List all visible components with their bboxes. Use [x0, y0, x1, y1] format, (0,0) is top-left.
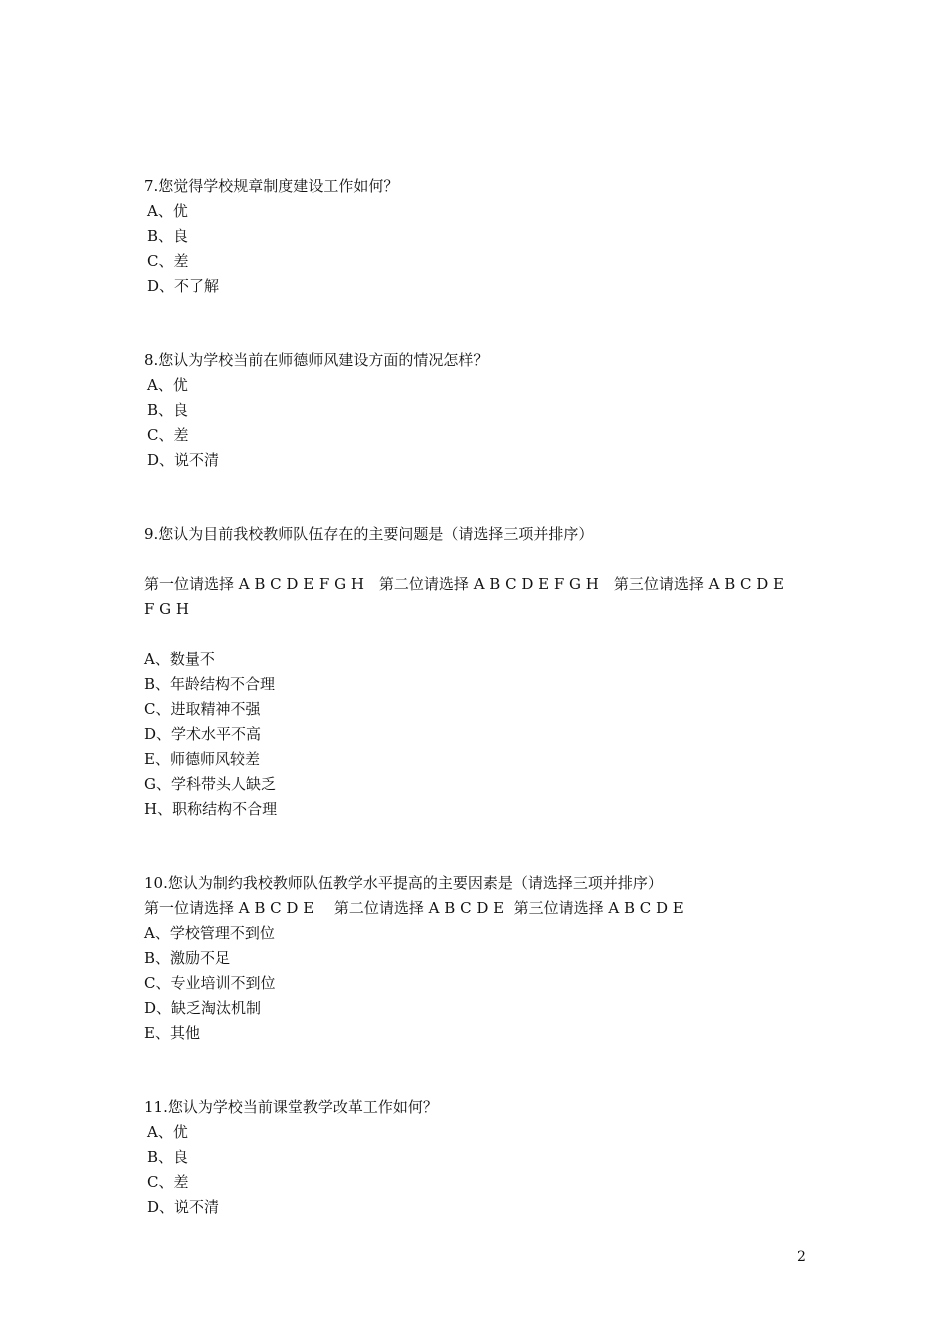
question-11-option-d: D、说不清: [147, 1198, 220, 1216]
question-9-ranking-line-2: F G H: [144, 600, 190, 618]
question-11-option-b: B、良: [147, 1148, 189, 1166]
question-9-option-h: H、职称结构不合理: [144, 800, 278, 818]
question-9-option-g: G、学科带头人缺乏: [144, 775, 276, 793]
question-7-option-d: D、不了解: [147, 277, 220, 295]
question-8-option-a: A、优: [147, 376, 188, 394]
question-7-option-b: B、良: [147, 227, 189, 245]
question-11-option-a: A、优: [147, 1123, 188, 1141]
page-number: 2: [797, 1249, 806, 1265]
question-10-option-e: E、其他: [144, 1024, 200, 1042]
question-10-option-c: C、专业培训不到位: [144, 974, 276, 992]
question-11-option-c: C、差: [147, 1173, 189, 1191]
question-9-ranking-line-1: 第一位请选择 A B C D E F G H 第二位请选择 A B C D E F G H 第三位请选择 A B C D E: [144, 575, 784, 593]
question-10-title: 10.您认为制约我校教师队伍教学水平提高的主要因素是（请选择三项并排序）: [144, 874, 663, 892]
question-8-title: 8.您认为学校当前在师德师风建设方面的情况怎样？: [144, 351, 489, 369]
question-9-title: 9.您认为目前我校教师队伍存在的主要问题是（请选择三项并排序）: [144, 525, 594, 543]
question-10-option-b: B、激励不足: [144, 949, 231, 967]
question-7-option-a: A、优: [147, 202, 188, 220]
question-9-option-a: A、数量不: [144, 650, 215, 668]
question-10-ranking-line: 第一位请选择 A B C D E 第二位请选择 A B C D E 第三位请选择 A B C D E: [144, 899, 684, 917]
question-10-option-d: D、缺乏淘汰机制: [144, 999, 262, 1017]
question-9-option-b: B、年龄结构不合理: [144, 675, 276, 693]
question-10-option-a: A、学校管理不到位: [144, 924, 275, 942]
question-7-option-c: C、差: [147, 252, 189, 270]
question-8-option-d: D、说不清: [147, 451, 220, 469]
question-9-option-d: D、学术水平不高: [144, 725, 262, 743]
question-8-option-c: C、差: [147, 426, 189, 444]
question-9-option-e: E、师德师风较差: [144, 750, 260, 768]
question-9-option-c: C、进取精神不强: [144, 700, 261, 718]
question-11-title: 11.您认为学校当前课堂教学改革工作如何？: [144, 1098, 438, 1116]
question-8-option-b: B、良: [147, 401, 189, 419]
question-7-title: 7.您觉得学校规章制度建设工作如何？: [144, 177, 399, 195]
